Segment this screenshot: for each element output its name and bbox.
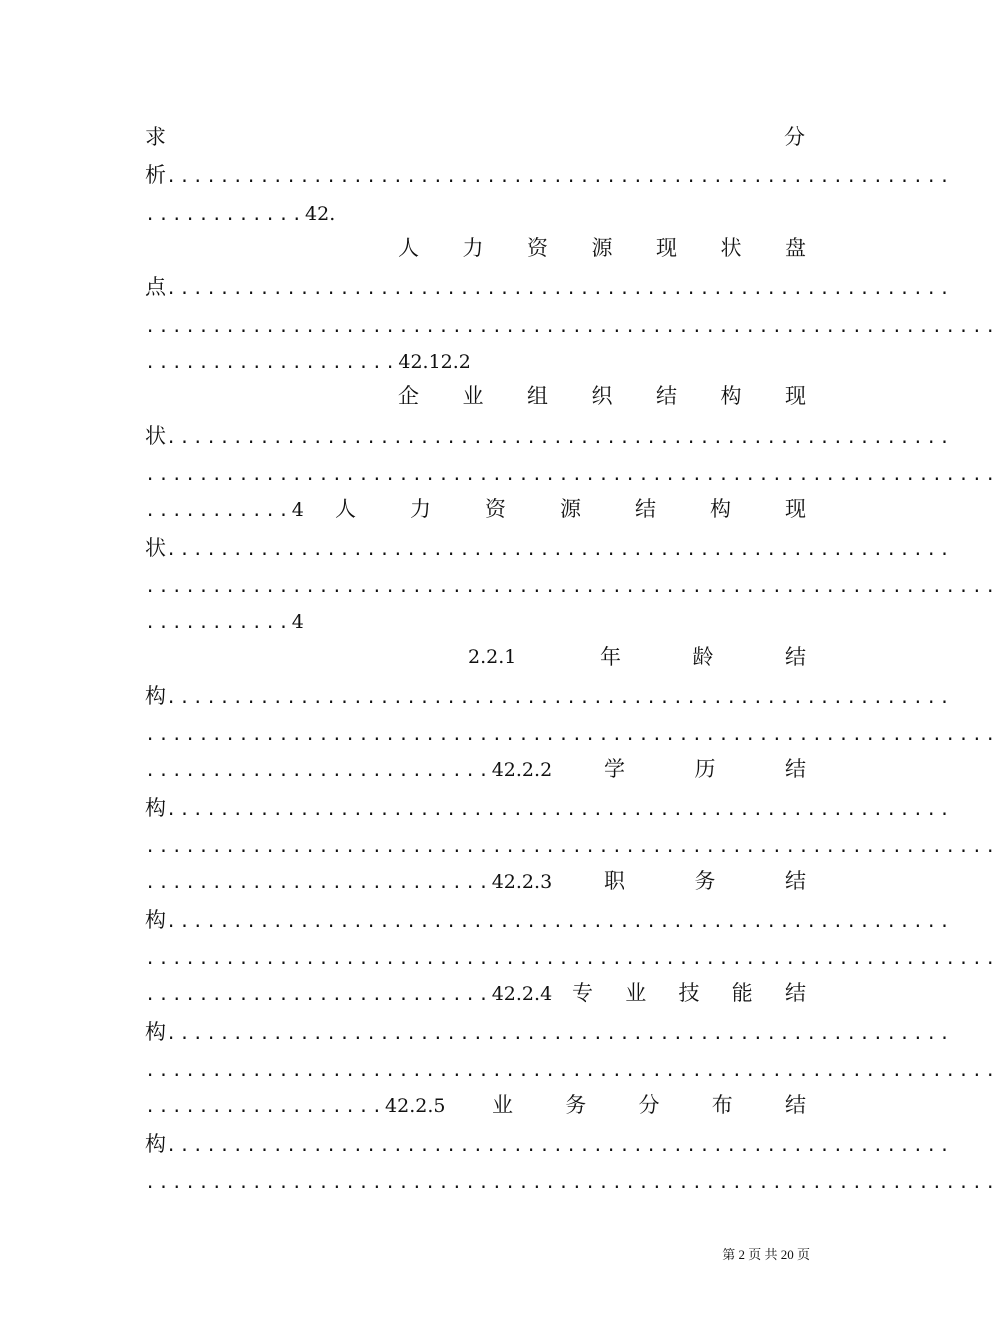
toc-char: 构 xyxy=(720,384,742,408)
toc-char: 能 xyxy=(731,981,753,1005)
toc-leader-dots: ........................................................... xyxy=(166,540,953,560)
toc-char: 状 xyxy=(720,236,742,260)
toc-line-14 xyxy=(145,606,805,636)
toc-text: 求 xyxy=(145,125,166,149)
toc-leader-dots: .......................... xyxy=(145,761,492,781)
toc-char: 组 xyxy=(527,384,548,408)
toc-page-number: 42.2.5 xyxy=(385,1095,446,1117)
toc-leader-dots: ........................................................... xyxy=(166,428,953,448)
toc-leader-dots: ........................................................... xyxy=(166,167,953,187)
toc-leader-dots: ................................................................ xyxy=(145,1061,998,1081)
toc-char: 人 xyxy=(335,497,356,521)
toc-text: 状 xyxy=(145,424,166,448)
toc-line-28 xyxy=(145,1129,953,1159)
page-footer: 第 2 页 共 20 页 xyxy=(722,1247,810,1262)
toc-line-27-title xyxy=(492,1090,806,1120)
toc-text: 状 xyxy=(145,536,166,560)
toc-leader-dots: ............ xyxy=(145,205,306,225)
toc-line-19 xyxy=(145,793,953,823)
toc-line-13 xyxy=(145,570,998,600)
toc-line-24-title xyxy=(572,978,806,1008)
toc-char: 业 xyxy=(492,1093,513,1117)
toc-char: 龄 xyxy=(692,645,714,669)
toc-char: 企 xyxy=(398,384,419,408)
toc-char: 业 xyxy=(462,384,484,408)
toc-leader-dots: ........... xyxy=(145,501,292,521)
toc-text: 析 xyxy=(145,163,166,187)
toc-line-1 xyxy=(145,122,805,152)
toc-char: 力 xyxy=(462,236,484,260)
toc-char: 资 xyxy=(527,236,548,260)
toc-leader-dots: ................................................................ xyxy=(145,837,998,857)
toc-char: 业 xyxy=(625,981,647,1005)
toc-leader-dots: ................................................................ xyxy=(145,725,998,745)
toc-char: 专 xyxy=(572,981,593,1005)
toc-text: 构 xyxy=(145,796,166,820)
toc-page-number: 4 xyxy=(291,499,304,521)
toc-line-5 xyxy=(145,272,953,302)
toc-char: 源 xyxy=(560,497,581,521)
toc-char: 现 xyxy=(785,384,806,408)
toc-text: 构 xyxy=(145,908,166,932)
toc-text: 点 xyxy=(145,275,166,299)
toc-leader-dots: ........... xyxy=(145,613,292,633)
toc-char: 历 xyxy=(694,757,716,781)
toc-line-11-title xyxy=(335,494,806,524)
toc-line-10 xyxy=(145,458,998,488)
toc-text: 构 xyxy=(145,1132,166,1156)
toc-line-9 xyxy=(145,421,953,451)
toc-char: 结 xyxy=(785,981,806,1005)
toc-char: 年 xyxy=(600,645,621,669)
toc-page-number: 42.2.4 xyxy=(491,983,553,1005)
toc-line-3 xyxy=(145,198,805,228)
toc-leader-dots: .................. xyxy=(145,1097,386,1117)
toc-leader-dots: ................................................................ xyxy=(145,577,998,597)
toc-leader-dots: ................................................................ xyxy=(145,1173,998,1193)
toc-char: 结 xyxy=(785,1093,806,1117)
toc-char: 构 xyxy=(710,497,731,521)
toc-line-22 xyxy=(145,905,953,935)
toc-leader-dots: ........................................................... xyxy=(166,688,953,708)
toc-char: 源 xyxy=(591,236,613,260)
toc-leader-dots: ........................................................... xyxy=(166,279,953,299)
toc-page-number: 42.12.2 xyxy=(398,351,471,373)
toc-leader-dots: ........................................................... xyxy=(166,800,953,820)
toc-line-21-title xyxy=(604,866,806,896)
toc-line-17 xyxy=(145,718,998,748)
toc-line-12 xyxy=(145,533,953,563)
toc-char: 务 xyxy=(694,869,716,893)
toc-line-26 xyxy=(145,1054,998,1084)
toc-leader-dots: ........................................................... xyxy=(166,1024,953,1044)
toc-text: 分 xyxy=(784,125,805,149)
toc-char: 分 xyxy=(638,1093,660,1117)
toc-char: 织 xyxy=(591,384,613,408)
toc-leader-dots: ........................................................... xyxy=(166,912,953,932)
toc-line-29 xyxy=(145,1166,998,1196)
toc-char: 人 xyxy=(398,236,419,260)
toc-page-number: 42. xyxy=(305,203,336,225)
toc-leader-dots: ........................................................... xyxy=(166,1136,953,1156)
toc-char: 布 xyxy=(711,1093,733,1117)
toc-line-20 xyxy=(145,830,998,860)
toc-char: 现 xyxy=(656,236,677,260)
toc-text: 构 xyxy=(145,684,166,708)
toc-line-23 xyxy=(145,942,998,972)
toc-char: 务 xyxy=(565,1093,587,1117)
toc-char: 结 xyxy=(785,645,806,669)
toc-char: 结 xyxy=(635,497,656,521)
toc-leader-dots: ................................................................ xyxy=(145,465,998,485)
toc-line-7 xyxy=(145,346,805,376)
toc-line-18-title xyxy=(604,754,806,784)
toc-page-number: 42.2.2 xyxy=(491,759,553,781)
toc-line-8 xyxy=(398,381,806,411)
toc-line-2 xyxy=(145,160,953,190)
toc-page-number: 4 xyxy=(291,611,304,633)
toc-page-number: 42.2.3 xyxy=(491,871,553,893)
toc-char: 现 xyxy=(785,497,806,521)
toc-char: 资 xyxy=(485,497,506,521)
toc-line-16 xyxy=(145,681,953,711)
toc-section-number: 2.2.1 xyxy=(468,646,517,668)
toc-char: 结 xyxy=(785,757,806,781)
toc-char: 技 xyxy=(678,981,700,1005)
toc-char: 结 xyxy=(785,869,806,893)
toc-char: 学 xyxy=(604,757,625,781)
toc-char: 力 xyxy=(410,497,431,521)
toc-leader-dots: .......................... xyxy=(145,985,492,1005)
toc-text: 构 xyxy=(145,1020,166,1044)
toc-line-4 xyxy=(398,233,806,263)
toc-char: 盘 xyxy=(785,236,806,260)
toc-leader-dots: ................................................................ xyxy=(145,949,998,969)
toc-leader-dots: ................... xyxy=(145,353,399,373)
toc-line-6 xyxy=(145,310,998,340)
toc-leader-dots: .......................... xyxy=(145,873,492,893)
toc-line-15 xyxy=(468,642,806,672)
toc-char: 职 xyxy=(604,869,625,893)
toc-leader-dots: ................................................................ xyxy=(145,317,998,337)
toc-char: 结 xyxy=(656,384,677,408)
toc-line-25 xyxy=(145,1017,953,1047)
